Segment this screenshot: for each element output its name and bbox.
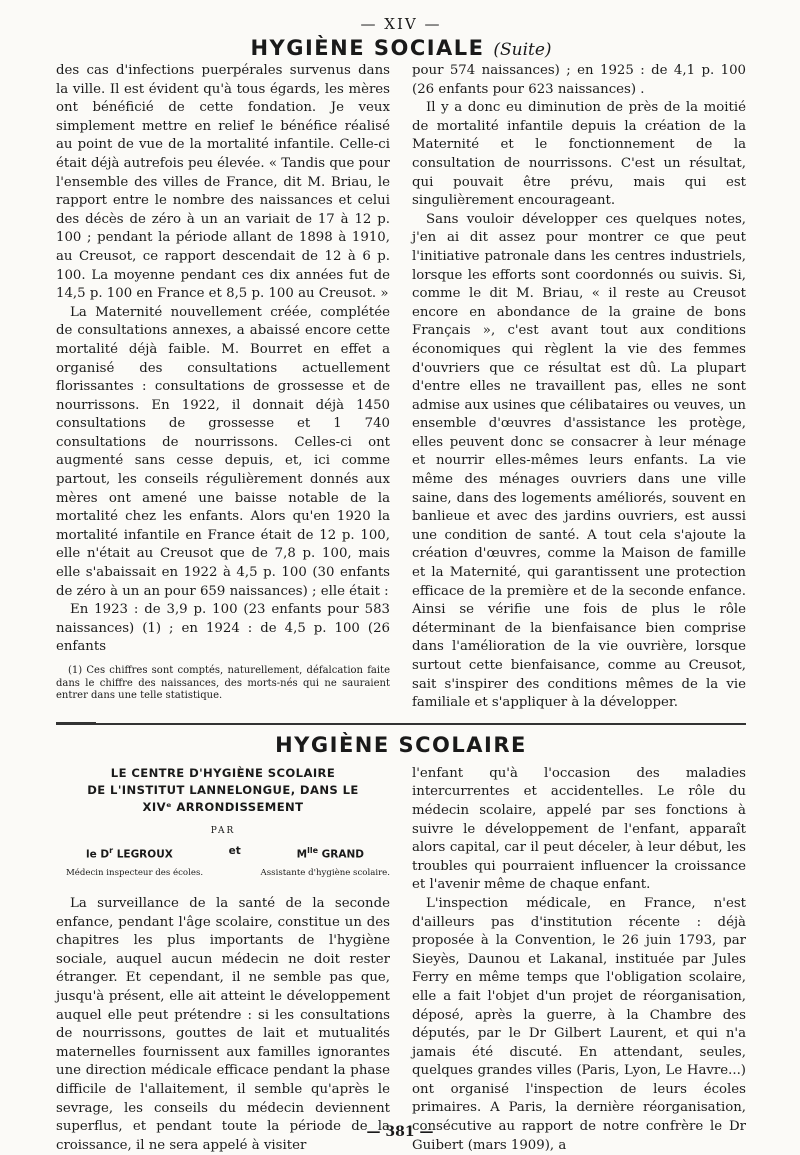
section1-columns bbox=[56, 62, 746, 713]
author-legroux: le $D^r$ LEGROUX bbox=[86, 846, 173, 861]
paragraph: pour 574 naissances) ; en 1925 : de 4,1 p. 100 (26 enfants pour 623 naissances) . bbox=[412, 63, 746, 97]
paragraph: Il y a donc eu diminution de près de la moitié de mortalité infantile depuis la création de la Maternité et le fonctionnement de la consultation de nourrissons. C'est un résultat, qui pouvait être prévu, mais qui est singulièrement encourageant. bbox=[412, 100, 746, 209]
role-legroux: Médecin inspecteur des écoles. bbox=[66, 868, 204, 879]
paragraph: Sans vouloir développer ces quelques notes, j'en ai dit assez pour montrer ce que peut l'initiative patronale dans les centres industriels, lorsque les efforts sont coordonnés ou suivis. Si, comme le dit M. Briau, « il reste au Creusot encore en abondance de la graine de bons Français », c'est avant tout aux conditions économiques qui règlent la vie des femmes d'ouvriers que ce résultat est dû. La plupart d'entre elles ne travaillent pas, elles ne sont admise aux usines que célibataires ou veuves, un ensemble d'œuvres d'assistance les protège, elles peuvent donc se consacrer à leur ménage et nourrir elles-mêmes leurs enfants. La vie même des ménages ouvriers dans une ville saine, dans des logements améliorés, souvent en banlieue et avec des jardins ouvriers, est aussi une condition de santé. A tout cela s'ajoute la création d'œuvres, comme la Maison de famille et la Maternité, qui garantissent une protection efficace de la première et de la seconde enfance. Ainsi se vérifie une fois de plus le rôle déterminant de la bienfaisance bien comprise dans l'amélioration de la vie ouvrière, lorsque surtout cette bienfaisance, comme au Creusot, sait s'inspirer des conditions mêmes de la vie familiale et s'appliquer à la développer. bbox=[412, 211, 746, 711]
article-title-line: LE CENTRE D'HYGIÈNE SCOLAIRE bbox=[110, 765, 336, 780]
roman-page-number: — XIV — bbox=[360, 15, 442, 33]
section1-left-column bbox=[56, 62, 390, 713]
author-roles bbox=[56, 864, 390, 883]
author-grand: $M^{lle}$ GRAND bbox=[296, 846, 364, 861]
author-conjunction: et bbox=[228, 845, 241, 858]
paragraph: La surveillance de la santé de la seconde enfance, pendant l'âge scolaire, constitue un des chapitres les plus importants de l'hygiène sociale, auquel aucun médecin ne doit rester étranger. Et cependant, il ne semble pas que, jusqu'à présent, elle ait atteint le développement auquel elle peut prétendre : si les consultations de nourrissons, gouttes de lait et mutualités maternelles fournissent aux familles ignorantes une direction médicale efficace pendant la phase difficile de l'allaitement, il semble qu'après le sevrage, les conseils du médecin deviennent superflus, et pendant toute la période de la croissance, il ne sera appelé à visiter bbox=[56, 896, 390, 1153]
section2-right-column bbox=[412, 765, 746, 1155]
article-title bbox=[56, 765, 390, 816]
role-grand: Assistante d'hygiène scolaire. bbox=[260, 868, 390, 879]
paragraph: l'enfant qu'à l'occasion des maladies intercurrentes et accidentelles. Le rôle du médecin scolaire, appelé par ses fonctions à suivre le développement de l'enfant, apparaît alors capital, car il peut déceler, à leur début, les troubles qui pourraient influencer la croissance et l'avenir même de chaque enfant. bbox=[412, 765, 746, 893]
section-title-suite: (Suite) bbox=[493, 40, 552, 60]
section1-right-column bbox=[412, 62, 746, 713]
section2-left-column bbox=[56, 765, 390, 1155]
page-number: — 381 — bbox=[366, 1124, 434, 1140]
paragraph: des cas d'infections puerpérales survenus dans la ville. Il est évident qu'à tous égards, les mères ont bénéficié de cette fondation. Je veux simplement mettre en relief le bénéfice réalisé au point de vue de la mortalité infantile. Celle-ci était déjà autrefois peu élevée. « Tandis que pour l'ensemble des villes de France, dit M. Briau, le rapport entre le nombre des naissances et celui des décès de zéro à un an variait de 17 à 12 p. 100 ; pendant la période allant de 1898 à 1910, au Creusot, ce rapport descendait de 12 à 6 p. 100. La moyenne pendant ces dix années fut de 14,5 p. 100 en France et 8,5 p. 100 au Creusot. » bbox=[56, 63, 390, 302]
section-divider bbox=[56, 723, 746, 725]
byline-par: PAR bbox=[210, 825, 236, 836]
article-title-line: DE L'INSTITUT LANNELONGUE, DANS LE bbox=[87, 782, 359, 797]
paragraph: La Maternité nouvellement créée, complétée de consultations annexes, a abaissé encore cette mortalité déjà faible. M. Bourret en effet a organisé des consultations actuellement florissantes : consultations de grossesse et de nourrissons. En 1922, il donnait déjà 1450 consultations de grossesse et 1 740 consultations de nourrissons. Celles-ci ont augmenté sans cesse depuis, et, ici comme partout, les conseils régulièrement donnés aux mères ont amené une baisse notable de la mortalité chez les enfants. Alors qu'en 1920 la mortalité infantile en France était de 12 p. 100, elle n'était au Creusot que de 7,8 p. 100, mais elle s'abaissait en 1922 à 4,5 p. 100 (30 enfants de zéro à un an pour 659 naissances) ; elle était : bbox=[56, 304, 390, 599]
article-title-line: XIVᵉ ARRONDISSEMENT bbox=[142, 799, 304, 814]
section2-columns bbox=[56, 765, 746, 1155]
paragraph: L'inspection médicale, en France, n'est d'ailleurs pas d'institution récente : déjà proposée à la Convention, le 26 juin 1793, par Sieyès, Daunou et Lakanal, instituée par Jules Ferry en même temps que l'obligation scolaire, elle a fait l'objet d'un projet de réorganisation, déposé, après la guerre, à la Chambre des députés, par le Dr Gilbert Laurent, et qui n'a jamais été discuté. En attendant, seules, quelques grandes villes (Paris, Lyon, Le Havre...) ont organisé l'inspection de leurs écoles primaires. A Paris, la dernière réorganisation, consécutive au rapport de notre confrère le Dr Guibert (mars 1909), a bbox=[412, 895, 746, 1153]
page bbox=[56, 14, 746, 1153]
paragraph: En 1923 : de 3,9 p. 100 (23 enfants pour 583 naissances) (1) ; en 1924 : de 4,5 p. 100 (26 enfants bbox=[56, 602, 390, 655]
section-title-hygiene-scolaire: HYGIÈNE SCOLAIRE bbox=[275, 732, 527, 757]
section-title-text: HYGIÈNE SOCIALE bbox=[250, 36, 485, 60]
footnote: (1) Ces chiffres sont comptés, naturellement, défalcation faite dans le chiffre des naissances, des morts-nés qui ne sauraient entrer dans une telle statistique. bbox=[56, 665, 390, 701]
authors bbox=[56, 842, 390, 864]
section-title-hygiene-sociale bbox=[56, 34, 746, 62]
